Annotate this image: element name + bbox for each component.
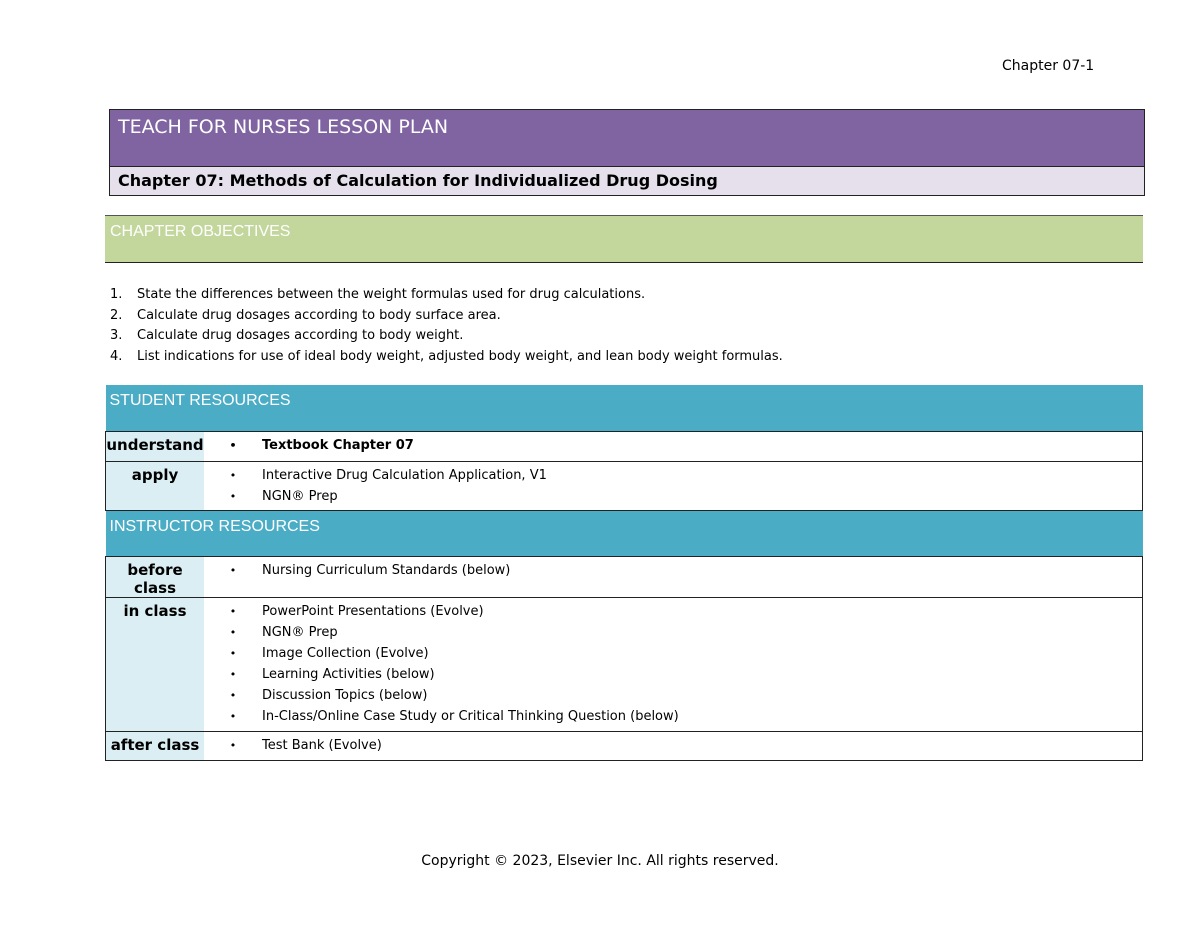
resource-item — [204, 706, 1142, 727]
objective-text: List indications for use of ideal body weight, adjusted body weight, and lean body weight formulas. — [137, 349, 783, 365]
objectives-list — [110, 285, 783, 368]
objective-number: 2. — [110, 307, 123, 323]
bullet-icon: • — [229, 646, 237, 660]
resource-item-text: NGN® Prep — [262, 624, 338, 640]
page-number: Chapter 07-1 — [1002, 58, 1095, 74]
bullet-icon: • — [229, 438, 237, 452]
resource-label: after class — [106, 731, 205, 760]
resource-item — [204, 685, 1142, 706]
resource-label: understand — [106, 431, 205, 461]
resource-row-apply — [106, 461, 1143, 510]
resource-item-text: Learning Activities (below) — [262, 666, 435, 682]
resource-items — [204, 461, 1143, 510]
resource-item — [204, 643, 1142, 664]
resource-item — [204, 664, 1142, 685]
resource-label: in class — [106, 597, 205, 731]
lesson-plan-title-block — [109, 109, 1145, 196]
objective-item — [110, 285, 783, 306]
resource-item — [204, 622, 1142, 643]
resource-item — [204, 601, 1142, 622]
resource-item — [204, 560, 1142, 581]
bullet-icon: • — [229, 709, 237, 723]
resource-label: before class — [106, 556, 205, 597]
objective-number: 1. — [110, 287, 123, 302]
resource-row-after-class — [106, 731, 1143, 760]
objective-item — [110, 306, 783, 327]
resource-item-text: In-Class/Online Case Study or Critical Thinking Question (below) — [262, 708, 679, 724]
bullet-icon: • — [229, 489, 237, 503]
objective-text: Calculate drug dosages according to body weight. — [137, 328, 464, 344]
bullet-icon: • — [229, 625, 237, 639]
resource-item-text: Nursing Curriculum Standards (below) — [262, 562, 511, 578]
lesson-plan-title: TEACH FOR NURSES LESSON PLAN — [109, 109, 1145, 167]
resource-items — [204, 556, 1143, 597]
bullet-icon: • — [229, 667, 237, 681]
resources-table — [105, 385, 1143, 761]
objective-item — [110, 326, 783, 347]
resource-item — [204, 735, 1142, 756]
resource-row-before-class — [106, 556, 1143, 597]
bullet-icon: • — [229, 468, 237, 482]
resource-item — [204, 486, 1142, 507]
objective-text: Calculate drug dosages according to body surface area. — [137, 307, 501, 323]
resource-item — [204, 465, 1142, 486]
instructor-resources-heading: INSTRUCTOR RESOURCES — [106, 510, 1143, 556]
resource-item-text: Test Bank (Evolve) — [262, 737, 382, 753]
resource-item-text: NGN® Prep — [262, 488, 338, 504]
bullet-icon: • — [229, 688, 237, 702]
objective-number: 3. — [110, 328, 123, 344]
resource-items — [204, 597, 1143, 731]
resource-item-text: PowerPoint Presentations (Evolve) — [262, 603, 484, 619]
bullet-icon: • — [229, 738, 237, 752]
resource-label: apply — [106, 461, 205, 510]
resource-item-text: Textbook Chapter 07 — [262, 437, 414, 453]
bullet-icon: • — [229, 563, 237, 577]
objective-number: 4. — [110, 349, 123, 365]
resource-item-text: Discussion Topics (below) — [262, 687, 428, 703]
resource-item-text: Image Collection (Evolve) — [262, 645, 429, 661]
objective-item — [110, 347, 783, 368]
bullet-icon: • — [229, 604, 237, 618]
resource-item-text: Interactive Drug Calculation Application, V1 — [262, 467, 547, 483]
resource-row-in-class — [106, 597, 1143, 731]
resource-row-understand — [106, 431, 1143, 461]
copyright-footer: Copyright © 2023, Elsevier Inc. All rights reserved. — [421, 853, 779, 869]
objective-text: State the differences between the weight formulas used for drug calculations. — [137, 287, 646, 302]
resource-items — [204, 731, 1143, 760]
objectives-heading: CHAPTER OBJECTIVES — [105, 215, 1143, 263]
chapter-title: Chapter 07: Methods of Calculation for Individualized Drug Dosing — [109, 167, 1145, 196]
student-resources-heading: STUDENT RESOURCES — [106, 385, 1143, 431]
resource-item — [204, 435, 1142, 456]
resource-items — [204, 431, 1143, 461]
